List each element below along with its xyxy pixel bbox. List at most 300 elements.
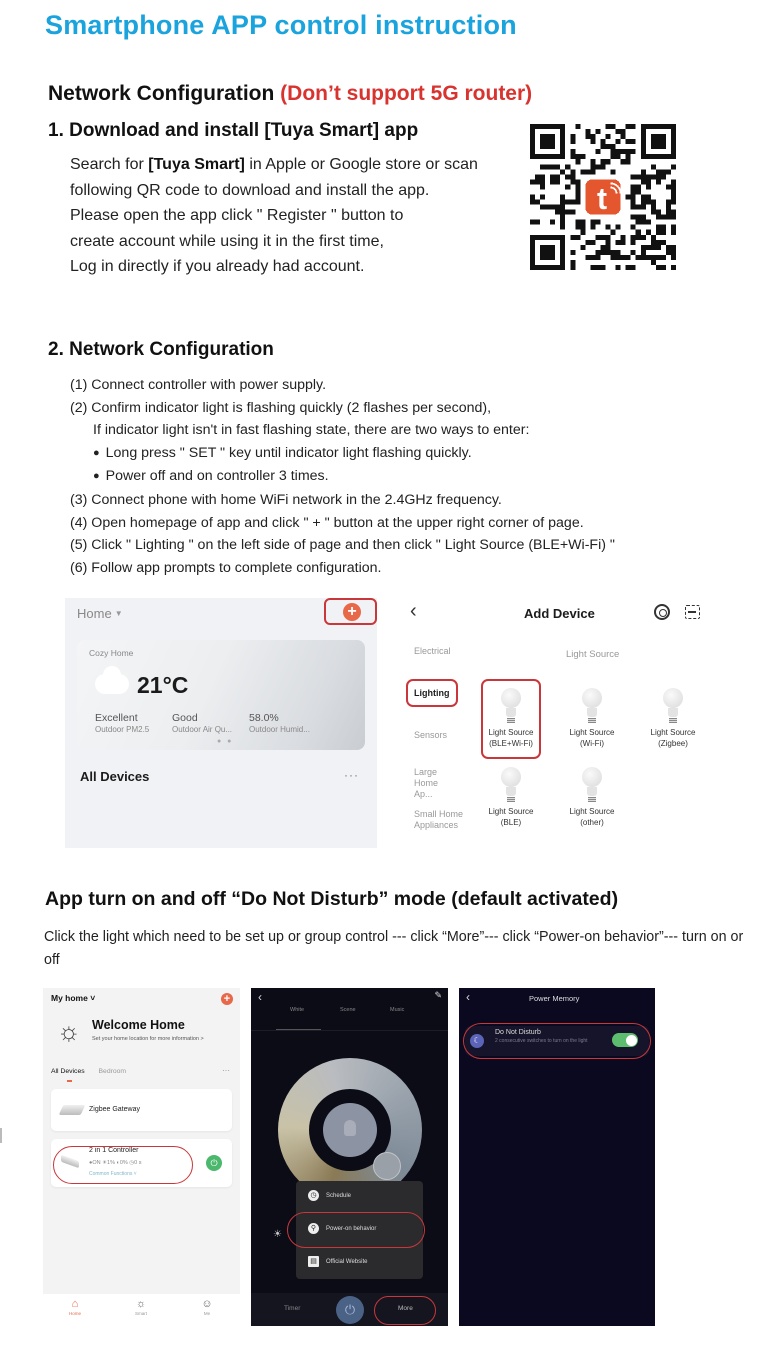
- qr-module: [570, 235, 575, 240]
- qr-module: [545, 164, 550, 169]
- dnd-instructions: Click the light which need to be set up or group control --- click “More”--- click “Power-on behavior”--- turn on or off: [44, 929, 744, 968]
- step1-heading: 1. Download and install [Tuya Smart] app: [48, 120, 419, 141]
- qr-module: [621, 240, 626, 245]
- qr-module: [575, 184, 580, 189]
- qr-module: [656, 215, 661, 220]
- qr-module: [580, 169, 585, 174]
- bottom-nav: [43, 1294, 240, 1328]
- device-light-source-ble[interactable]: Light Source (BLE): [478, 767, 544, 828]
- qr-module: [570, 200, 575, 205]
- qr-module: [560, 194, 565, 199]
- qr-module: [666, 250, 671, 255]
- category-small-home[interactable]: Small Home Appliances: [414, 809, 464, 830]
- bulb-icon: [501, 688, 521, 708]
- qr-module: [590, 265, 595, 270]
- qr-module: [631, 194, 636, 199]
- qr-module: [671, 200, 676, 205]
- qr-module: [611, 154, 616, 159]
- home-name: Cozy Home: [89, 648, 134, 658]
- step1-line-5: Log in directly if you already had account.: [70, 258, 365, 276]
- qr-module: [600, 159, 605, 164]
- qr-module: [580, 220, 585, 225]
- network-heading-text: Network Configuration: [48, 82, 275, 105]
- qr-module: [606, 250, 611, 255]
- qr-module: [641, 179, 646, 184]
- app-name: [Tuya Smart]: [148, 156, 245, 173]
- qr-module: [565, 200, 570, 205]
- qr-module: [661, 255, 666, 260]
- qr-module: [550, 164, 555, 169]
- add-device-button[interactable]: +: [343, 603, 361, 621]
- qr-module: [646, 220, 651, 225]
- qr-module: [656, 174, 661, 179]
- step-item: (1) Connect controller with power supply.: [70, 377, 327, 393]
- qr-module: [646, 174, 651, 179]
- page-title: Smartphone APP control instruction: [45, 10, 517, 40]
- qr-module: [651, 235, 656, 240]
- qr-module: [575, 220, 580, 225]
- device-name: 2 in 1 Controller: [89, 1147, 139, 1154]
- qr-module: [611, 255, 616, 260]
- divider: [251, 1030, 448, 1031]
- qr-module: [600, 164, 605, 169]
- qr-module: [656, 255, 661, 260]
- step-bullet: ● Power off and on controller 3 times.: [70, 465, 615, 489]
- add-device-screenshot: [400, 598, 720, 843]
- bulb-icon: [344, 1120, 356, 1136]
- qr-module: [656, 169, 661, 174]
- step1-line-4: create account while using it in the first time,: [70, 232, 384, 250]
- qr-module: [535, 220, 540, 225]
- qr-module: [535, 174, 540, 179]
- welcome-subtitle[interactable]: Set your home location for more information >: [92, 1036, 204, 1042]
- svg-text:t: t: [596, 183, 608, 217]
- scan-nearby-icon[interactable]: [654, 604, 670, 620]
- qr-module: [560, 220, 565, 225]
- qr-module: [540, 194, 545, 199]
- menu-item-schedule[interactable]: ◷ Schedule: [308, 1190, 351, 1201]
- timer-button[interactable]: Timer: [284, 1305, 301, 1312]
- qr-module: [656, 265, 661, 270]
- sun-icon: ☼: [57, 1016, 81, 1046]
- qr-module: [606, 159, 611, 164]
- qr-module: [560, 205, 565, 210]
- qr-module: [646, 179, 651, 184]
- tab-white[interactable]: White: [290, 1007, 305, 1013]
- qr-module: [560, 210, 565, 215]
- qr-module: [671, 215, 676, 220]
- qr-module: [611, 144, 616, 149]
- qr-module: [570, 260, 575, 265]
- qr-module: [540, 164, 545, 169]
- qr-module: [590, 159, 595, 164]
- qr-module: [595, 265, 600, 270]
- qr-module: [661, 240, 666, 245]
- qr-module: [641, 194, 646, 199]
- qr-module: [641, 174, 646, 179]
- router-warning: (Don’t support 5G router): [280, 82, 533, 105]
- metric-humidity: 58.0% Outdoor Humid...: [249, 712, 310, 734]
- qr-module: [636, 230, 641, 235]
- qr-module: [570, 149, 575, 154]
- qr-module: [671, 189, 676, 194]
- qr-module: [626, 159, 631, 164]
- home-icon: ⌂: [71, 1298, 79, 1310]
- qr-module: [575, 225, 580, 230]
- qr-module: [575, 159, 580, 164]
- qr-module: [651, 174, 656, 179]
- qr-module: [600, 250, 605, 255]
- qr-module: [540, 205, 545, 210]
- qr-module: [661, 225, 666, 230]
- qr-module: [631, 184, 636, 189]
- category-electrical[interactable]: Electrical: [414, 646, 451, 656]
- qr-module: [651, 210, 656, 215]
- more-icon[interactable]: ···: [344, 768, 359, 782]
- qr-module: [570, 154, 575, 159]
- qr-module: [570, 134, 575, 139]
- qr-module: [616, 149, 621, 154]
- device-light-source-zigbee[interactable]: Light Source (Zigbee): [640, 688, 706, 749]
- qr-module: [590, 139, 595, 144]
- qr-module: [626, 255, 631, 260]
- qr-module: [666, 245, 671, 250]
- qr-module: [616, 225, 621, 230]
- device-light-source-other[interactable]: Light Source (other): [559, 767, 625, 828]
- qr-module: [565, 210, 570, 215]
- qr-module: [565, 184, 570, 189]
- brightness-icon: ☀: [273, 1229, 282, 1240]
- qr-module: [671, 255, 676, 260]
- qr-module: [606, 144, 611, 149]
- qr-code: [530, 124, 676, 270]
- add-device-button[interactable]: +: [221, 993, 233, 1005]
- power-button[interactable]: ⏻: [336, 1296, 364, 1324]
- qr-module: [590, 220, 595, 225]
- clock-icon: ◷: [308, 1190, 319, 1201]
- qr-module: [666, 200, 671, 205]
- network-config-heading: [48, 82, 532, 106]
- qr-module: [641, 250, 646, 255]
- qr-module: [595, 164, 600, 169]
- qr-module: [575, 235, 580, 240]
- qr-module: [575, 194, 580, 199]
- qr-module: [611, 149, 616, 154]
- qr-module: [616, 154, 621, 159]
- profile-icon: ☺: [201, 1298, 213, 1310]
- qr-module: [671, 179, 676, 184]
- qr-module: [631, 235, 636, 240]
- step1-line-3: Please open the app click " Register " button to: [70, 207, 404, 225]
- nav-home[interactable]: ⌂ Home: [55, 1298, 95, 1316]
- qr-module: [565, 164, 570, 169]
- bulb-icon: [582, 767, 602, 787]
- highlight-ring: [287, 1212, 425, 1248]
- web-icon: ▤: [308, 1256, 319, 1267]
- tuya-logo: [583, 177, 623, 217]
- phone-light-screenshot: [251, 988, 448, 1326]
- qr-module: [661, 174, 666, 179]
- qr-module: [606, 245, 611, 250]
- qr-module: [641, 220, 646, 225]
- qr-module: [626, 149, 631, 154]
- qr-module: [651, 255, 656, 260]
- device-card-gateway[interactable]: [51, 1089, 232, 1131]
- qr-module: [585, 169, 590, 174]
- qr-module: [631, 205, 636, 210]
- back-icon[interactable]: ‹: [258, 990, 262, 1004]
- dnd-description: 2 consecutive switches to turn on the light: [495, 1038, 588, 1044]
- qr-module: [641, 215, 646, 220]
- moon-icon: ☾: [470, 1034, 484, 1048]
- qr-module: [631, 139, 636, 144]
- home-selector[interactable]: My home ˅: [51, 993, 96, 1003]
- step-item: (3) Connect phone with home WiFi network in the 2.4GHz frequency.: [70, 491, 502, 508]
- qr-module: [671, 210, 676, 215]
- qr-module: [616, 240, 621, 245]
- qr-module: [555, 179, 560, 184]
- qr-module: [651, 260, 656, 265]
- qr-module: [535, 200, 540, 205]
- more-icon[interactable]: ···: [222, 1066, 230, 1075]
- qr-module: [651, 240, 656, 245]
- tab-music[interactable]: Music: [390, 1007, 405, 1013]
- qr-module: [550, 220, 555, 225]
- qr-module: [595, 220, 600, 225]
- qr-module: [595, 255, 600, 260]
- qr-module: [590, 240, 595, 245]
- edit-icon[interactable]: ✎: [434, 990, 442, 1000]
- qr-module: [666, 205, 671, 210]
- qr-module: [651, 205, 656, 210]
- qr-module: [606, 124, 611, 129]
- bulb-icon: [501, 767, 521, 787]
- qr-module: [641, 235, 646, 240]
- qr-module: [570, 174, 575, 179]
- qr-module: [626, 265, 631, 270]
- qr-module: [555, 174, 560, 179]
- qr-module: [671, 250, 676, 255]
- tab-bedroom[interactable]: Bedroom: [98, 1068, 127, 1075]
- category-large-home[interactable]: Large Home Ap...: [414, 767, 439, 799]
- qr-module: [651, 164, 656, 169]
- qr-module: [646, 230, 651, 235]
- device-name: Zigbee Gateway: [89, 1106, 140, 1113]
- qr-module: [636, 184, 641, 189]
- qr-module: [656, 179, 661, 184]
- section-light-source: Light Source: [566, 649, 620, 660]
- qr-module: [550, 174, 555, 179]
- qr-module: [545, 205, 550, 210]
- device-light-source-ble-wifi[interactable]: Light Source (BLE+Wi-Fi): [478, 688, 544, 749]
- step1-line-2: following QR code to download and install the app.: [70, 181, 430, 199]
- qr-module: [641, 205, 646, 210]
- qr-module: [590, 164, 595, 169]
- highlight-ring: [463, 1023, 651, 1059]
- qr-module: [636, 189, 641, 194]
- qr-module: [600, 139, 605, 144]
- qr-module: [611, 124, 616, 129]
- back-icon[interactable]: ‹: [466, 990, 470, 1004]
- qr-module: [616, 265, 621, 270]
- qr-module: [530, 200, 535, 205]
- qr-module: [631, 225, 636, 230]
- temperature: 21°C: [137, 672, 189, 698]
- weather-card: [77, 640, 365, 750]
- qr-module: [595, 250, 600, 255]
- qr-module: [560, 225, 565, 230]
- home-selector[interactable]: Home ▼: [77, 606, 123, 621]
- step1-line-1: Search for [Tuya Smart] in Apple or Google store or scan: [70, 156, 478, 173]
- common-functions-link[interactable]: Common Functions ˅: [89, 1171, 137, 1177]
- qr-module: [555, 164, 560, 169]
- qr-module: [590, 225, 595, 230]
- qr-module: [590, 134, 595, 139]
- qr-module: [631, 250, 636, 255]
- step-item: (4) Open homepage of app and click " + " button at the upper right corner of page.: [70, 514, 584, 531]
- qr-module: [666, 169, 671, 174]
- qr-module: [611, 169, 616, 174]
- qr-module: [666, 215, 671, 220]
- qr-module: [626, 194, 631, 199]
- qr-module: [616, 129, 621, 134]
- menu-item-power-on-behavior[interactable]: ⚲ Power-on behavior: [308, 1223, 376, 1234]
- qr-module: [570, 169, 575, 174]
- qr-module: [606, 225, 611, 230]
- qr-module: [656, 240, 661, 245]
- qr-module: [631, 215, 636, 220]
- qr-module: [631, 189, 636, 194]
- step1-text: [70, 152, 520, 280]
- qr-module: [611, 230, 616, 235]
- qr-module: [580, 230, 585, 235]
- qr-module: [560, 200, 565, 205]
- qr-module: [600, 265, 605, 270]
- qr-module: [565, 174, 570, 179]
- back-icon[interactable]: ‹: [410, 600, 417, 622]
- qr-module: [530, 220, 535, 225]
- qr-module: [636, 205, 641, 210]
- more-button[interactable]: More: [398, 1305, 413, 1312]
- qr-module: [661, 215, 666, 220]
- qr-module: [600, 245, 605, 250]
- qr-module: [600, 235, 605, 240]
- plug-icon: ⚲: [308, 1223, 319, 1234]
- qr-module: [661, 230, 666, 235]
- category-sensors[interactable]: Sensors: [414, 730, 448, 740]
- qr-module: [666, 184, 671, 189]
- qr-module: [671, 194, 676, 199]
- qr-module: [656, 225, 661, 230]
- qr-module: [671, 184, 676, 189]
- qr-module: [535, 179, 540, 184]
- qr-module: [646, 184, 651, 189]
- nav-me[interactable]: ☺ Me: [187, 1298, 227, 1316]
- qr-module: [661, 169, 666, 174]
- qr-module: [626, 139, 631, 144]
- qr-module: [656, 245, 661, 250]
- metric-air-quality: Good Outdoor Air Qu...: [172, 712, 233, 734]
- tab-scene[interactable]: Scene: [340, 1007, 356, 1013]
- qr-module: [570, 250, 575, 255]
- tab-indicator: [67, 1080, 72, 1082]
- pager-dots: ● ●: [217, 738, 234, 745]
- qr-module: [656, 210, 661, 215]
- qr-module: [656, 230, 661, 235]
- qr-module: [530, 179, 535, 184]
- power-button[interactable]: ⏻: [206, 1155, 222, 1171]
- qr-module: [560, 169, 565, 174]
- qr-module: [671, 265, 676, 270]
- bulb-icon: [582, 688, 602, 708]
- power-memory-title: Power Memory: [529, 994, 580, 1003]
- wheel-knob[interactable]: [373, 1152, 401, 1180]
- qr-module: [590, 255, 595, 260]
- qr-module: [651, 200, 656, 205]
- qr-module: [616, 255, 621, 260]
- metric-pm25: Excellent Outdoor PM2.5: [95, 712, 150, 734]
- smart-icon: ☼: [135, 1298, 147, 1310]
- qr-module: [585, 255, 590, 260]
- qr-module: [631, 149, 636, 154]
- qr-module: [550, 179, 555, 184]
- qr-module: [570, 210, 575, 215]
- gateway-icon: [59, 1105, 86, 1115]
- highlight-ring: [374, 1296, 436, 1325]
- add-device-title: Add Device: [524, 606, 595, 621]
- highlight-ring: [53, 1146, 193, 1184]
- qr-module: [560, 215, 565, 220]
- qr-module: [550, 205, 555, 210]
- qr-module: [651, 245, 656, 250]
- category-lighting[interactable]: Lighting: [414, 688, 450, 698]
- qr-module: [631, 200, 636, 205]
- qr-module: [626, 124, 631, 129]
- qr-module: [580, 225, 585, 230]
- qr-module: [616, 250, 621, 255]
- device-status: ●ON ☀1% ◐0% ◷0 s: [89, 1160, 142, 1166]
- scan-code-icon[interactable]: [685, 605, 700, 619]
- qr-module: [621, 235, 626, 240]
- room-tabs: [51, 1068, 126, 1075]
- dnd-heading: App turn on and off “Do Not Disturb” mode (default activated): [45, 888, 619, 910]
- tab-all-devices[interactable]: All Devices: [51, 1068, 85, 1075]
- nav-smart[interactable]: ☼ Smart: [121, 1298, 161, 1316]
- qr-module: [621, 134, 626, 139]
- qr-module: [575, 154, 580, 159]
- qr-module: [671, 164, 676, 169]
- step2-list: [70, 374, 615, 579]
- device-light-source-wifi[interactable]: Light Source (Wi-Fi): [559, 688, 625, 749]
- edge-mark: [0, 1128, 2, 1143]
- qr-module: [626, 154, 631, 159]
- qr-module: [646, 245, 651, 250]
- qr-module: [530, 194, 535, 199]
- qr-module: [641, 245, 646, 250]
- qr-module: [580, 245, 585, 250]
- qr-module: [631, 265, 636, 270]
- qr-module: [580, 154, 585, 159]
- qr-module: [575, 189, 580, 194]
- menu-item-official-website[interactable]: ▤ Official Website: [308, 1256, 367, 1267]
- qr-module: [595, 149, 600, 154]
- step-item: (6) Follow app prompts to complete configuration.: [70, 559, 382, 576]
- step-item: (2) Confirm indicator light is flashing quickly (2 flashes per second),: [70, 399, 492, 416]
- step-item: (5) Click " Lighting " on the left side of page and then click " Light Source (BLE+Wi-Fi) ": [70, 537, 615, 554]
- qr-module: [641, 169, 646, 174]
- qr-module: [666, 210, 671, 215]
- qr-module: [606, 235, 611, 240]
